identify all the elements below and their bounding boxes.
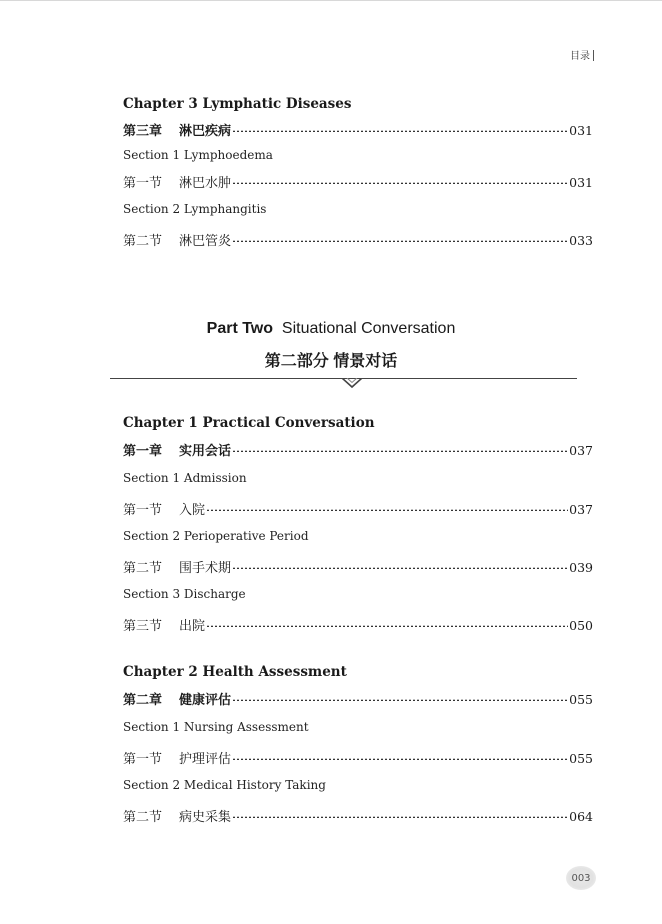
running-head-text: 目录	[570, 51, 590, 62]
page-number: 037	[569, 443, 593, 458]
section-number-cn: 第一节	[123, 503, 163, 518]
section-heading-en: Section 2 Lymphangitis	[123, 202, 267, 216]
section-title-cn: 入院	[179, 503, 206, 518]
section-heading-en: Section 2 Perioperative Period	[123, 529, 309, 543]
leader-dots	[232, 450, 568, 452]
section-heading-en: Section 1 Admission	[123, 471, 247, 485]
section-title-cn: 病史采集	[179, 810, 232, 825]
section-heading-en: Section 2 Medical History Taking	[123, 778, 326, 792]
toc-entry-section[interactable]	[123, 230, 593, 250]
chapter-number-cn: 第一章	[123, 444, 163, 459]
section-heading-en: Section 1 Nursing Assessment	[123, 720, 309, 734]
toc-entry-section[interactable]	[123, 748, 593, 768]
chevron-down-icon	[340, 378, 364, 390]
part-heading-en	[0, 320, 662, 338]
toc-entry-section[interactable]	[123, 557, 593, 577]
toc-entry-section[interactable]	[123, 806, 593, 826]
toc-entry-chapter[interactable]	[123, 689, 593, 709]
section-number-cn: 第一节	[123, 752, 163, 767]
leader-dots	[232, 130, 568, 132]
section-heading-en: Section 3 Discharge	[123, 587, 246, 601]
page-number: 031	[569, 175, 593, 190]
section-number-cn: 第一节	[123, 176, 163, 191]
toc-entry-chapter[interactable]	[123, 440, 593, 460]
page-number: 055	[569, 751, 593, 766]
part-title-en: Situational Conversation	[281, 320, 456, 337]
chapter-number-cn: 第二章	[123, 693, 163, 708]
running-head	[570, 47, 594, 62]
section-heading-en: Section 1 Lymphoedema	[123, 148, 273, 162]
leader-dots	[232, 699, 568, 701]
page-number: 055	[569, 692, 593, 707]
page-number: 039	[569, 560, 593, 575]
chapter-number-cn: 第三章	[123, 124, 163, 139]
section-number-cn: 第三节	[123, 619, 163, 634]
page-number: 033	[569, 233, 593, 248]
part-heading-cn: 第二部分 情景对话	[264, 353, 398, 370]
section-number-cn: 第二节	[123, 234, 163, 249]
section-title-cn: 围手术期	[179, 561, 232, 576]
page-number: 031	[569, 123, 593, 138]
leader-dots	[232, 816, 568, 818]
toc-entry-section[interactable]	[123, 499, 593, 519]
leader-dots	[232, 567, 568, 569]
top-border	[0, 0, 662, 1]
leader-dots	[232, 182, 568, 184]
section-number-cn: 第二节	[123, 561, 163, 576]
running-head-bar	[593, 50, 594, 61]
section-title-cn: 护理评估	[179, 752, 232, 767]
page-number: 064	[569, 809, 593, 824]
chapter-heading-en: Chapter 1 Practical Conversation	[123, 415, 375, 431]
section-title-cn: 淋巴管炎	[179, 234, 232, 249]
leader-dots	[232, 240, 568, 242]
page-number-badge: 003	[566, 866, 596, 890]
section-title-cn: 出院	[179, 619, 206, 634]
page-number: 050	[569, 618, 593, 633]
part-label: Part Two	[206, 320, 274, 337]
leader-dots	[232, 758, 568, 760]
leader-dots	[206, 509, 568, 511]
section-number-cn: 第二节	[123, 810, 163, 825]
toc-entry-section[interactable]	[123, 615, 593, 635]
chapter-title-cn: 实用会话	[179, 444, 232, 459]
chapter-heading-en: Chapter 3 Lymphatic Diseases	[123, 96, 352, 112]
toc-entry-section[interactable]	[123, 172, 593, 192]
leader-dots	[206, 625, 568, 627]
page-number: 037	[569, 502, 593, 517]
chapter-title-cn: 健康评估	[179, 693, 232, 708]
section-title-cn: 淋巴水肿	[179, 176, 232, 191]
chapter-title-cn: 淋巴疾病	[179, 124, 232, 139]
chapter-heading-en: Chapter 2 Health Assessment	[123, 664, 347, 680]
toc-entry-chapter[interactable]	[123, 120, 593, 140]
